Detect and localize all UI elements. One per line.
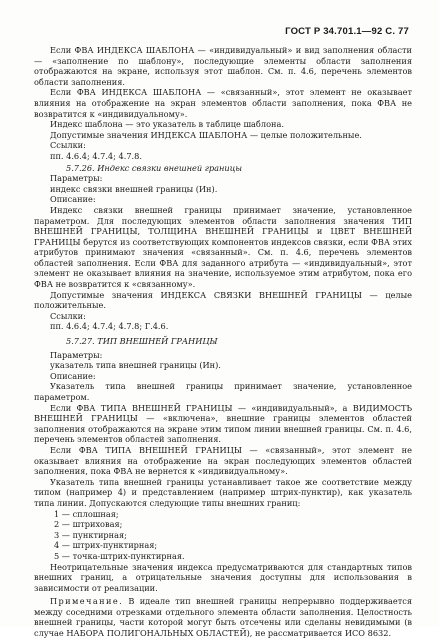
parameter-value: индекс связки внешней границы (Ин). — [50, 183, 218, 194]
paragraph: Неотрицательные значения индекса предусматриваются для стандартных типов внешних границ, а отрицательные значения доступны для использования в зависимости от реализации. — [34, 561, 412, 593]
paragraph: Указатель типа внешней границы принимает значение, установленное параметром. — [34, 381, 412, 402]
parameters-label: Параметры: — [50, 349, 103, 360]
paragraph: Допустимые значения ИНДЕКСА СВЯЗКИ ВНЕШНЕЙ ГРАНИЦЫ — целые положительные. — [34, 289, 412, 311]
paragraph: Допустимые значения ИНДЕКСА ШАБЛОНА — целые положительные. — [50, 129, 362, 140]
paragraph: Если ФВА ИНДЕКСА ШАБЛОНА — «связанный», этот элемент не оказывает влияния на отображение на экран элементов области заполнения, пока ФВА не возвратится к «индивидуальному». — [34, 87, 412, 119]
section-heading: 5.7.26. Индекс связки внешней границы — [66, 162, 243, 173]
page-header: ГОСТ Р 34.701.1—92 С. 77 — [285, 26, 409, 37]
references-label: Ссылки: — [50, 140, 86, 151]
list-item: 3 — пунктирная; — [54, 529, 127, 540]
paragraph: Если ФВА ИНДЕКСА ШАБЛОНА — «индивидуальный» и вид заполнения области — «заполнение по шаблону», последующие элементы области заполнения отображаются на экране, используя этот шаблон. См. п. 4.6, перечень элементов области заполнения. — [34, 45, 412, 87]
paragraph: Если ФВА ТИПА ВНЕШНЕЙ ГРАНИЦЫ — «индивидуальный», а ВИДИМОСТЬ ВНЕШНЕЙ ГРАНИЦЫ — «включена», внешние границы элементов областей заполнения отображаются на экране этим типом линии внешней границы. См. п. 4.6, перечень элементов областей заполнения. — [34, 402, 412, 445]
page-body — [34, 45, 412, 639]
references-label: Ссылки: — [50, 310, 86, 321]
parameters-label: Параметры: — [50, 173, 103, 184]
references-list: пп. 4.6.4; 4.7.4; 4.7.8. — [50, 150, 142, 161]
list-item: 5 — точка-штрих-пунктирная. — [54, 550, 185, 561]
list-item: 1 — сплошная; — [54, 508, 119, 519]
list-item: 2 — штриховая; — [54, 519, 123, 530]
paragraph: Указатель типа внешней границы устанавливает такое же соответствие между типом (например 4) и представлением (например штрих-пунктир), как указатель типа линии. Допускаются следующие типы внешних границ: — [34, 476, 412, 508]
note-paragraph — [34, 596, 412, 638]
list-item: 4 — штрих-пунктирная; — [54, 540, 158, 551]
paragraph: Индекс шаблона — это указатель в таблице шаблона. — [50, 119, 284, 130]
description-label: Описание: — [50, 194, 96, 205]
section-heading: 5.7.27. ТИП ВНЕШНЕЙ ГРАНИЦЫ — [66, 336, 218, 347]
paragraph: Индекс связки внешней границы принимает значение, установленное параметром. Для последующих элементов области заполнения значения ТИП ВНЕШНЕЙ ГРАНИЦЫ, ТОЛЩИНА ВНЕШНЕЙ ГРАНИЦЫ и ЦВЕТ ВНЕШНЕЙ ГРАНИЦЫ берутся из соответствующих компонентов индексов связки, если ФВА этих атрибутов принимают значения «связанный». См. п. 4.6, перечень элементов областей заполнения. Если ФВА для заданного атрибута — «индивидуальный», этот элемент не оказывает влияния на значение, используемое этим атрибутом, пока его ФВА не возвратится к «связанному». — [34, 204, 412, 290]
description-label: Описание: — [50, 370, 96, 381]
paragraph: Если ФВА ТИПА ВНЕШНЕЙ ГРАНИЦЫ — «связанный», этот элемент не оказывает влияния на отображение на экран последующих элементов областей заполнения, пока ФВА не вернется к «индивидуальному». — [34, 444, 412, 477]
note-label: Примечание. — [50, 596, 124, 607]
references-list: пп. 4.6.4; 4.7.4; 4.7.8; Г.4.6. — [50, 321, 169, 332]
note-text: В идеале тип внешней границы непрерывно поддерживается между соседними отрезками отдельного элемента области заполнения. Целостность внешней границы, части которой могут быть отсечены или сделаны невидимыми (в случае НАБОРА ПОЛИГОНАЛЬНЫХ ОБЛАСТЕЙ), не рассматривается ИСО 8632. — [34, 596, 412, 639]
parameter-value: указатель типа внешней границы (Ин). — [50, 360, 221, 371]
